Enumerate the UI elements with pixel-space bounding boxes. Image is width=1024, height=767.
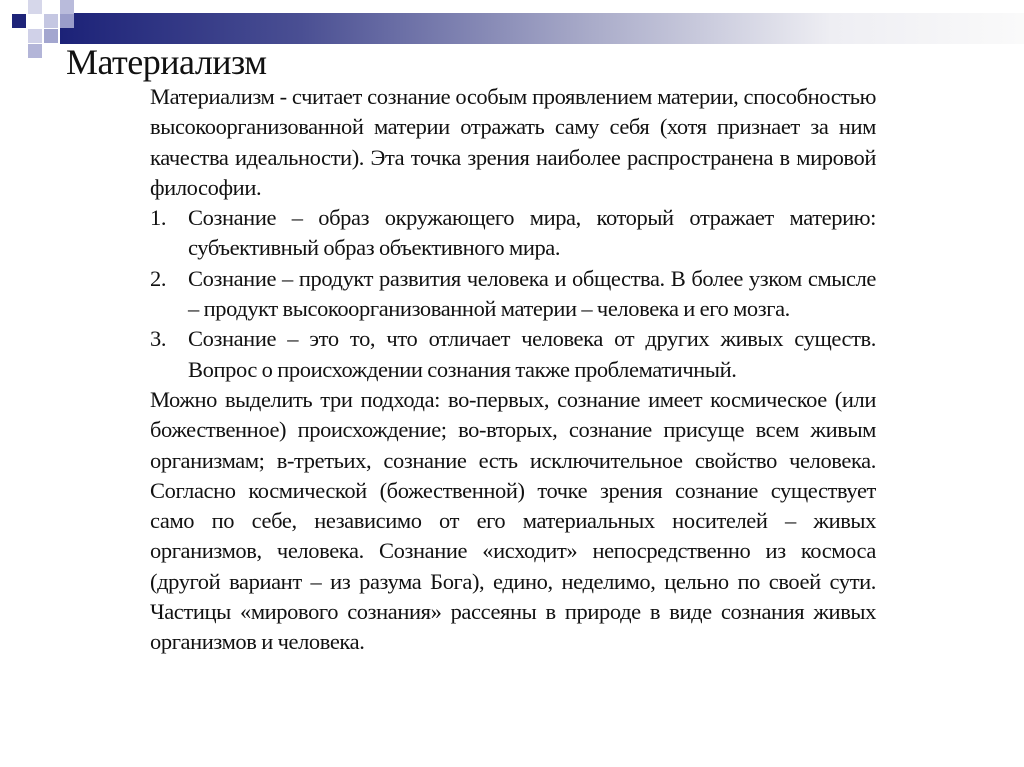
intro-paragraph: Материализм - считает сознание особым проявлением материи, способностью высокоорганизованной материи отражать саму себя (хотя признает за ним качества идеальности). Эта точка зрения наиболее распространена в мировой философии. <box>150 84 876 200</box>
list-number: 1. <box>150 205 167 231</box>
slide-body <box>150 82 876 658</box>
list-item <box>150 264 876 325</box>
decor-square <box>12 14 26 28</box>
list-number: 2. <box>150 265 167 291</box>
decor-square <box>28 29 42 43</box>
decor-square <box>60 0 74 14</box>
list-number: 3. <box>150 326 167 352</box>
slide-title: Материализм <box>66 42 267 82</box>
list-text: Сознание – продукт развития человека и общества. В более узком смысле – продукт высокоорганизованной материи – человека и его мозга. <box>188 265 876 322</box>
decor-square <box>28 44 42 58</box>
decor-square <box>60 14 74 28</box>
list-item <box>150 203 876 264</box>
decor-square <box>44 29 58 43</box>
decor-square <box>44 14 58 28</box>
decor-square <box>28 0 42 14</box>
conclusion-paragraph: Можно выделить три подхода: во-первых, сознание имеет космическое (или божественное) происхождение; во-вторых, сознание присуще всем живым организмам; в-третьих, сознание есть исключительное свойство человека. Согласно космической (божественной) точке зрения сознание существует само по себе, независимо от его материальных носителей – живых организмов, человека. Сознание «исходит» непосредственно из космоса (другой вариант – из разума Бога), едино, неделимо, цельно по своей сути. Частицы «мирового сознания» рассеяны в природе в виде сознания живых организмов и человека. <box>150 386 876 655</box>
list-item <box>150 324 876 385</box>
list-text: Сознание – образ окружающего мира, который отражает материю: субъективный образ объективного мира. <box>188 205 876 261</box>
list-text: Сознание – это то, что отличает человека от других живых существ. Вопрос о происхождении сознания также проблематичный. <box>188 326 876 382</box>
